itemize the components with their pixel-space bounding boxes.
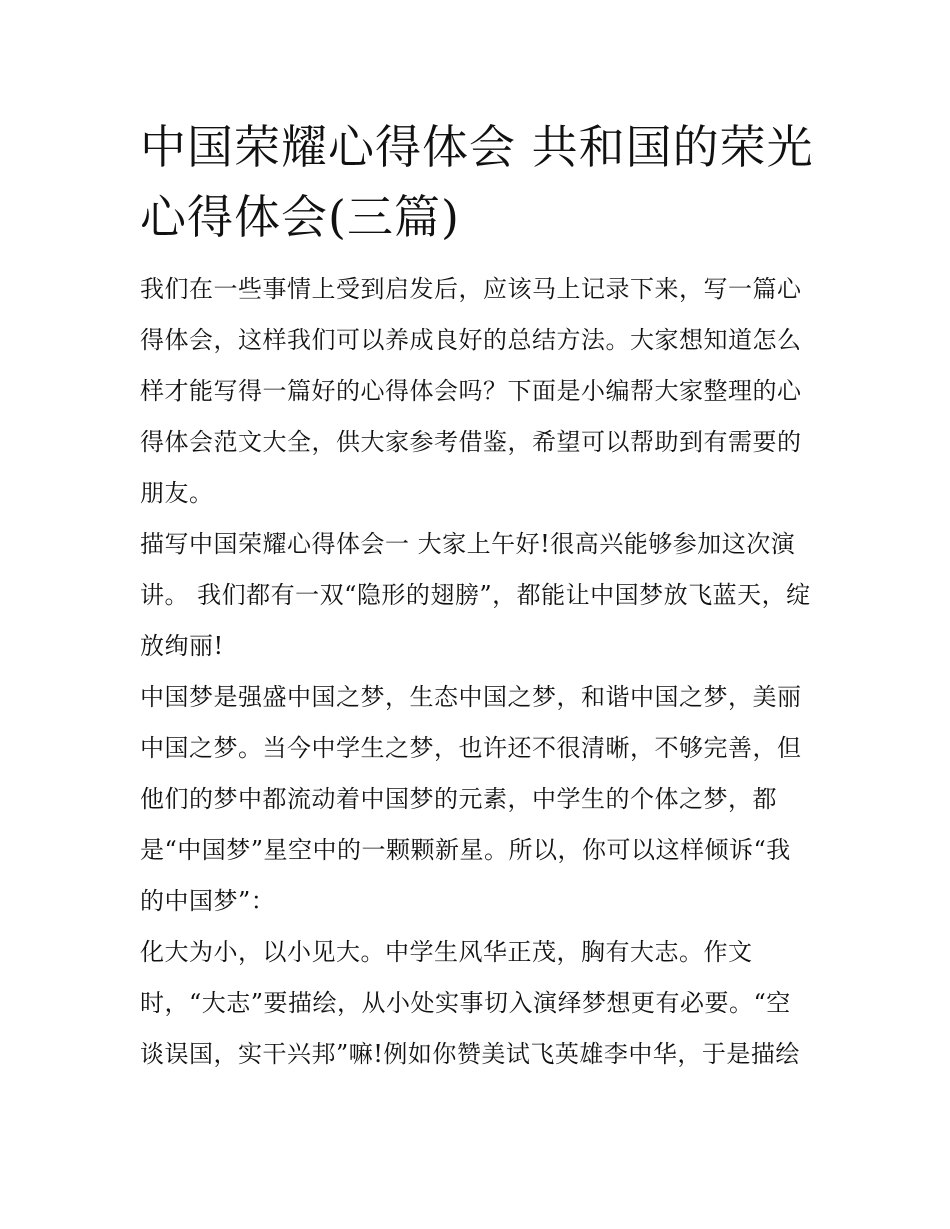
paragraph-china-dream: 中国梦是强盛中国之梦，生态中国之梦，和谐中国之梦，美丽中国之梦。当今中学生之梦，也许还不很清晰，不够完善，但他们的梦中都流动着中国梦的元素，中学生的个体之梦，都是“中国梦”星空中的一颗颗新星。所以，你可以这样倾诉“我的中国梦”： [140,683,802,915]
paragraph-small-to-big: 化大为小，以小见大。中学生风华正茂，胸有大志。作文时，“大志”要描绘，从小处实事切入演绎梦想更有必要。“空谈误国，实干兴邦”嘛!例如你赞美试飞英雄李中华，于是描绘 [140,938,800,1068]
paragraph-section-one: 描写中国荣耀心得体会一 大家上午好!很高兴能够参加这次演讲。 我们都有一双“隐形的翅膀”，都能让中国梦放飞蓝天，绽放绚丽! [140,530,811,660]
paragraph-intro: 我们在一些事情上受到启发后，应该马上记录下来，写一篇心得体会，这样我们可以养成良好的总结方法。大家想知道怎么样才能写得一篇好的心得体会吗？下面是小编帮大家整理的心得体会范文大全，供大家参考借鉴，希望可以帮助到有需要的朋友。 [140,275,802,507]
document-title: 中国荣耀心得体会 共和国的荣光心得体会(三篇) [140,120,814,244]
document-page [140,112,815,1080]
